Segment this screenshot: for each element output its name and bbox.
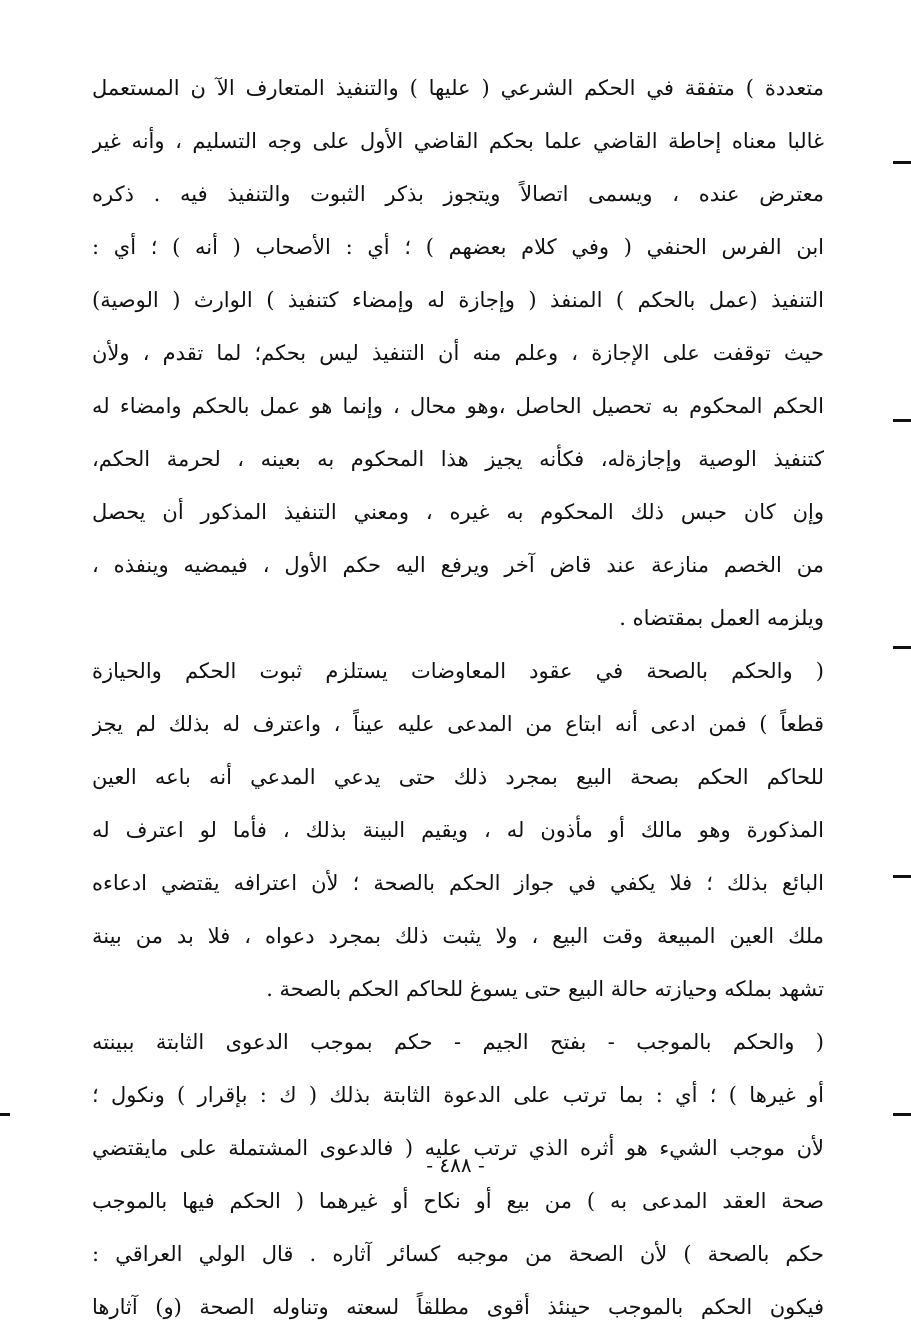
text-line: غالبا معناه إحاطة القاضي علما بحكم القاضي الأول على وجه التسليم ، وأنه غير bbox=[92, 129, 824, 153]
text-line: معترض عنده ، ويسمى اتصالاً ويتجوز بذكر الثبوت والتنفيذ فيه . ذكره bbox=[92, 182, 824, 206]
text-line: لأن موجب الشيء هو أثره الذي ترتب عليه ( فالدعوى المشتملة على مايقتضي bbox=[92, 1136, 824, 1160]
margin-mark bbox=[893, 1113, 911, 1116]
text-line: صحة العقد المدعى به ) من بيع أو نكاح أو غيرهما ( الحكم فيها بالموجب bbox=[92, 1189, 824, 1213]
text-line: التنفيذ (عمل بالحكم ) المنفذ ( وإجازة له وإمضاء كتنفيذ ) الوارث ( الوصية) bbox=[92, 288, 824, 312]
page-number: - ٤٨٨ - bbox=[426, 1153, 485, 1177]
text-line: ويلزمه العمل بمقتضاه . bbox=[619, 606, 824, 630]
text-line: الحكم المحكوم به تحصيل الحاصل ،وهو محال ، وإنما هو عمل بالحكم وامضاء له bbox=[92, 394, 824, 418]
margin-mark bbox=[893, 646, 911, 649]
margin-mark bbox=[893, 419, 911, 422]
text-line: من الخصم منازعة عند قاض آخر ويرفع اليه حكم الأول ، فيمضيه وينفذه ، bbox=[92, 553, 824, 577]
text-line: قطعاً ) فمن ادعى أنه ابتاع من المدعى عليه عيناً ، واعترف له بذلك لم يجز bbox=[92, 712, 824, 736]
text-line: متعددة ) متفقة في الحكم الشرعي ( عليها ) والتنفيذ المتعارف الآ ن المستعمل bbox=[92, 76, 824, 100]
margin-mark bbox=[893, 875, 911, 878]
text-line: للحاكم الحكم بصحة البيع بمجرد ذلك حتى يدعي المدعي أنه باعه العين bbox=[92, 765, 824, 789]
body-text bbox=[92, 62, 824, 1334]
text-line: البائع بذلك ؛ فلا يكفي في جواز الحكم بالصحة ؛ لأن اعترافه يقتضي ادعاءه bbox=[92, 871, 824, 895]
text-line: ( والحكم بالموجب - بفتح الجيم - حكم بموجب الدعوى الثابتة ببينته bbox=[92, 1030, 824, 1054]
text-line: كتنفيذ الوصية وإجازةله، فكأنه يجيز هذا المحكوم به بعينه ، لحرمة الحكم، bbox=[92, 447, 824, 471]
margin-mark bbox=[0, 1113, 10, 1116]
margin-mark bbox=[893, 161, 911, 164]
text-line: فيكون الحكم بالموجب حينئذ أقوى مطلقاً لسعته وتناوله الصحة (و) آثارها bbox=[92, 1295, 824, 1319]
text-line: وإن كان حبس ذلك المحكوم به غيره ، ومعني التنفيذ المذكور أن يحصل bbox=[92, 500, 824, 524]
text-line: ابن الفرس الحنفي ( وفي كلام بعضهم ) ؛ أي : الأصحاب ( أنه ) ؛ أي : bbox=[92, 235, 824, 259]
text-line: ملك العين المبيعة وقت البيع ، ولا يثبت ذلك بمجرد دعواه ، فلا بد من بينة bbox=[92, 924, 824, 948]
text-line: حيث توقفت على الإجازة ، وعلم منه أن التنفيذ ليس بحكم؛ لما تقدم ، ولأن bbox=[92, 341, 824, 365]
text-line: حكم بالصحة ) لأن الصحة من موجبه كسائر آثاره . قال الولي العراقي : bbox=[92, 1242, 824, 1266]
text-line: المذكورة وهو مالك أو مأذون له ، ويقيم البينة بذلك ، فأما لو اعترف له bbox=[92, 818, 824, 842]
text-line: ( والحكم بالصحة في عقود المعاوضات يستلزم ثبوت الحكم والحيازة bbox=[92, 659, 824, 683]
text-line: تشهد بملكه وحيازته حالة البيع حتى يسوغ للحاكم الحكم بالصحة . bbox=[266, 977, 824, 1001]
text-line: أو غيرها ) ؛ أي : بما ترتب على الدعوة الثابتة بذلك ( ك : بإقرار ) ونكول ؛ bbox=[92, 1083, 824, 1107]
